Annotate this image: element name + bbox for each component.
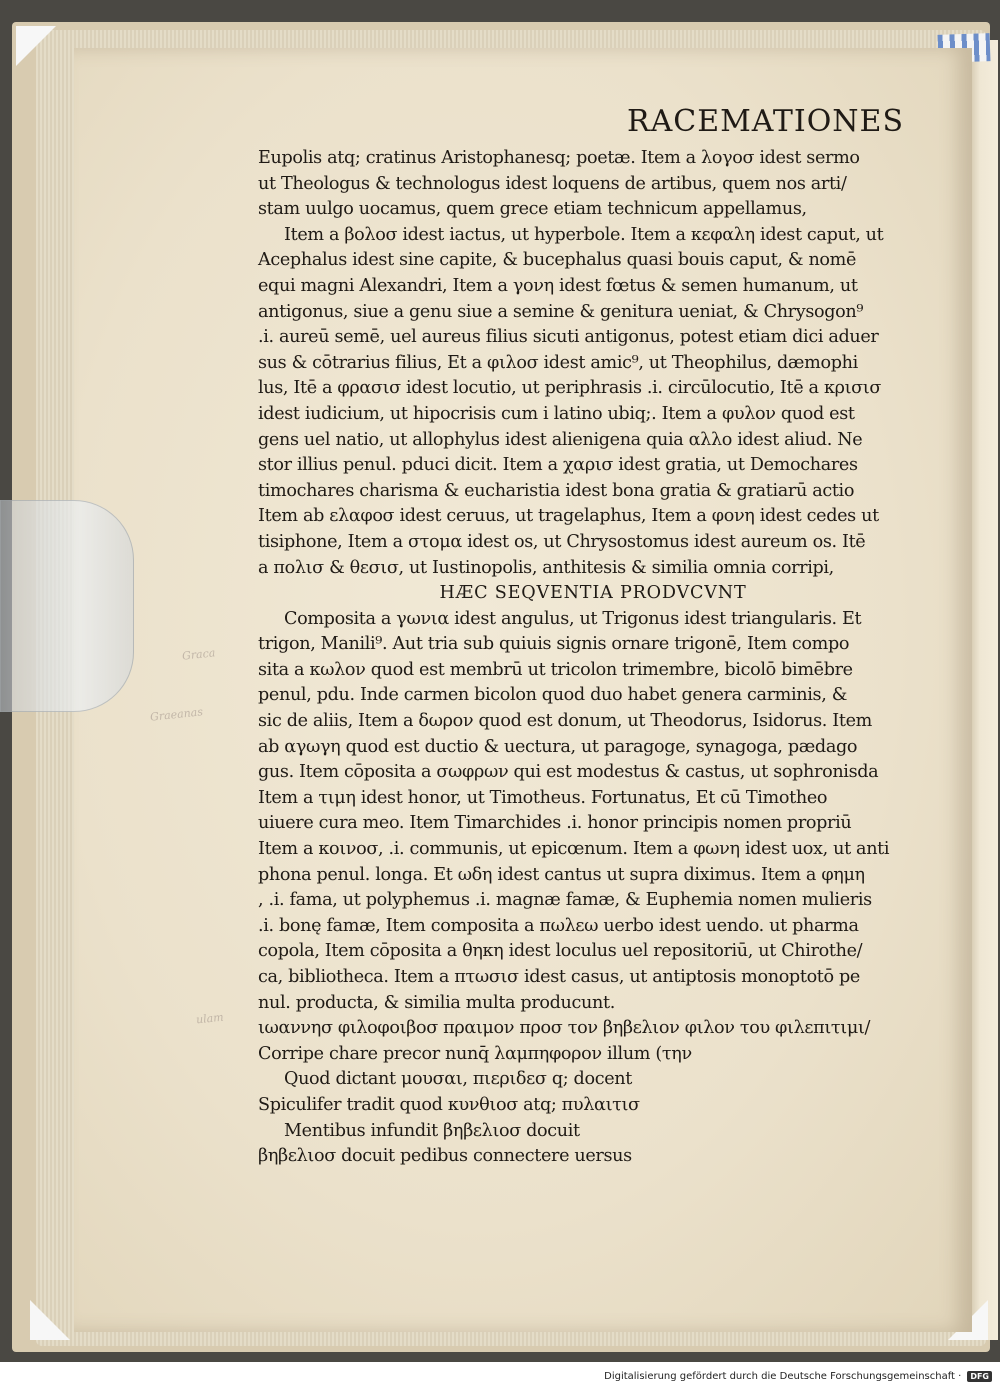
running-header: RACEMATIONES [626,104,904,139]
text-line: nul. producta, & similia multa producunt. [258,992,615,1013]
text-line: gens uel natio, ut allophylus idest alienigena quia αλλο idest aliud. Ne [258,429,863,450]
facing-page-edge [968,40,998,1340]
text-line: phona penul. longa. Et ωδη idest cantus ut supra diximus. Item a φημη [258,864,865,885]
text-line: Quod dictant μουσαι, πιεριδεσ q; docent [284,1069,632,1090]
text-line: ab αγωγη quod est ductio & uectura, ut paragoge, synagoga, pædago [258,736,858,757]
text-line: equi magni Alexandri, Item a γονη idest fœtus & semen humanum, ut [258,275,858,296]
text-line: a πολισ & θεσισ, ut Iustinopolis, anthitesis & similia omnia corripi, [258,557,834,578]
text-line: trigon, Manili⁹. Aut tria sub quiuis signis ornare trigonē, Item compo [258,634,850,655]
text-line: antigonus, siue a genu siue a semine & genitura ueniat, & Chrysogon⁹ [258,301,864,322]
section-heading: HÆC SEQVENTIA PRODVCVNT [439,583,747,604]
text-line: Eupolis atq; cratinus Aristophanesq; poetæ. Item a λογοσ idest sermo [258,148,860,168]
footer-bar [0,1362,1000,1390]
text-line: copola, Item cōposita a θηκη idest loculus uel repositoriū, ut Chirothe/ [258,941,863,962]
text-line: sic de aliis, Item a δωρον quod est donum, ut Theodorus, Isidorus. Item [258,711,872,732]
text-line: tisiphone, Item a στομα idest os, ut Chrysostomus idest aureum os. Itē [258,531,866,552]
text-lines [258,146,918,1170]
text-line: , .i. fama, ut polyphemus .i. magnæ famæ, & Euphemia nomen mulieris [258,890,872,911]
text-line: uiuere cura meo. Item Timarchides .i. honor principis nomen propriū [258,813,852,834]
footer-credit: Digitalisierung gefördert durch die Deutsche Forschungsgemeinschaft · [604,1370,962,1382]
text-line: Spiculifer tradit quod κυνθιοσ atq; πυλαιτισ [258,1094,640,1115]
text-line: Mentibus infundit βηβελιοσ docuit [284,1120,580,1141]
text-line: lus, Itē a φρασισ idest locutio, ut periphrasis .i. circūlocutio, Itē a κρισισ [258,378,881,399]
text-line: penul, pdu. Inde carmen bicolon quod duo habet genera carminis, & [258,685,848,706]
text-line: Item a βολοσ idest iactus, ut hyperbole. Item a κεφαλη idest caput, ut [284,224,884,245]
text-line: .i. aureū semē, uel aureus filius sicuti antigonus, potest etiam dici aduer [258,327,879,348]
text-line: timochares charisma & eucharistia idest bona gratia & gratiarū actio [258,480,855,501]
text-line: βηβελιοσ docuit pedibus connectere uersus [258,1146,632,1167]
text-line: ca, bibliotheca. Item a πτωσισ idest casus, ut antiptosis monoptotō pe [258,967,860,987]
text-line: gus. Item cōposita a σωφρων qui est modestus & castus, ut sophronisda [258,762,879,783]
margin-note: Graeanas [149,705,204,724]
text-line: Corripe chare precor nunq̄ λαμπηφορον illum (την [258,1043,692,1064]
text-line: stam uulgo uocamus, quem grece etiam technicum appellamus, [258,199,807,220]
text-line: .i. bonę famæ, Item composita a πωλεω uerbo idest uendo. ut pharma [258,915,859,936]
text-line: ιωαννησ φιλοφοιβοσ πραιμον προσ τον βηβελιον φιλον του φιλεπιτιμι/ [258,1018,871,1039]
text-line: Item a τιμη idest honor, ut Timotheus. Fortunatus, Et cū Timotheo [258,787,828,808]
text-line: stor illius penul. pduci dicit. Item a χαρισ idest gratia, ut Demochares [258,455,858,476]
text-line: Item ab ελαφοσ idest ceruus, ut tragelaphus, Item a φονη idest cedes ut [258,506,879,527]
margin-note: ulam [195,1010,225,1027]
text-line: Acephalus idest sine capite, & bucephalus quasi bouis caput, & nomē [258,250,857,271]
page-clip [0,500,134,712]
text-line: sus & cōtrarius filius, Et a φιλοσ idest amic⁹, ut Theophilus, dæmophi [258,352,858,373]
dfg-logo: DFG [967,1371,992,1382]
margin-note: Graca [181,646,216,663]
page-text-block [258,100,918,1170]
text-line: Composita a γωνια idest angulus, ut Trigonus idest triangularis. Et [284,608,862,629]
text-line: ut Theologus & technologus idest loquens de artibus, quem nos arti/ [258,173,847,194]
text-line: sita a κωλον quod est membrū ut tricolon trimembre, bicolō bimēbre [258,659,853,680]
text-line: idest iudicium, ut hipocrisis cum i latino ubiq;. Item a φυλον quod est [258,403,855,424]
text-line: Item a κοινοσ, .i. communis, ut epicœnum. Item a φωνη idest uox, ut anti [258,839,890,860]
